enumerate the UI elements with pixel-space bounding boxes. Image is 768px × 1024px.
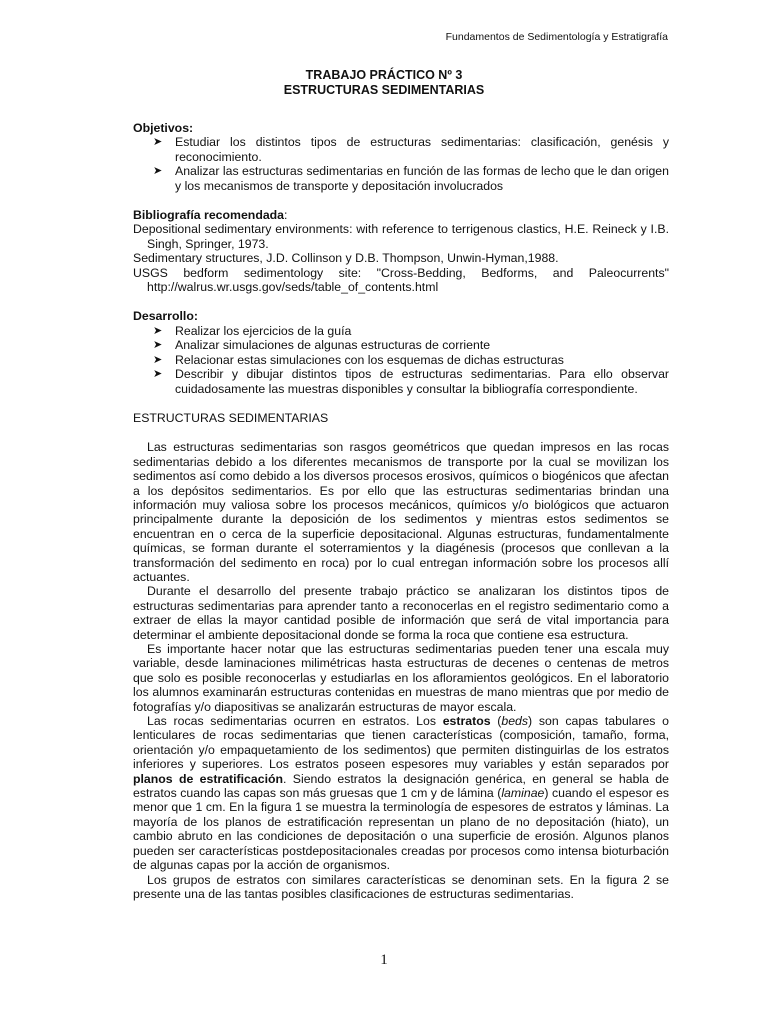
objetivos-item: ➤ Estudiar los distintos tipos de estructuras sedimentarias: clasificación, genésis y reconocimiento. <box>153 135 669 164</box>
body-paragraph: Las estructuras sedimentarias son rasgos geométricos que quedan impresos en las rocas sedimentarias debido a los diferentes mecanismos de transporte por la cual se movilizan los sedimentos así como debido a los diversos procesos erosivos, químicos o biogénicos que afectan a los depósitos sedimentarios. Es por ello que las estructuras sedimentarias brindan una información muy valiosa sobre los procesos mecánicos, químicos y/o biológicos que actuaron principalmente durante la deposición de los sedimentos y mientras estos sedimentos se encuentran en o cerca de la superficie depositacional. Algunas estructuras, fundamentalmente químicas, se forman durante el soterramientos y la diagénesis (procesos que conllevan a la transformación del sedimento en roca) por lo cual entregan información sobre los procesos allí actuantes. <box>133 440 669 584</box>
bibliografia-heading: Bibliografía recomendada: <box>133 208 288 223</box>
term-laminae: laminae <box>501 786 545 801</box>
body-paragraph: Es importante hacer notar que las estructuras sedimentarias pueden tener una escala muy variable, desde laminaciones milimétricas hasta estructuras de decenes o centenas de metros que solo es posible reconocerlas y estudiarlas en los afloramientos geológicos. En el laboratorio los alumnos examinarán estructuras contenidas en muestras de mano mientras que por medio de fotografías y/o diapositivas se analizarán estructuras de mayor escala. <box>133 642 669 714</box>
desarrollo-heading: Desarrollo: <box>133 309 198 324</box>
desarrollo-item: ➤ Realizar los ejercicios de la guía <box>153 323 352 338</box>
desarrollo-item: ➤ Analizar simulaciones de algunas estructuras de corriente <box>153 338 491 353</box>
objetivos-heading: Objetivos: <box>133 121 194 135</box>
bibliography-reference: USGS bedform sedimentology site: "Cross-Bedding, Bedforms, and Paleocurrents" http://walrus.wr.usgs.gov/seds/table_of_contents.html <box>133 265 669 295</box>
section-title: ESTRUCTURAS SEDIMENTARIAS <box>133 410 329 425</box>
title-line-1: TRABAJO PRÁCTICO Nº 3 <box>305 68 463 82</box>
arrow-bullet-icon: ➤ <box>153 353 163 366</box>
body-paragraph: Durante el desarrollo del presente trabajo práctico se analizaran los distintos tipos de estructuras sedimentarias para aprender tanto a reconocerlas en el registro sedimentario como a extraer de ellas la mayor cantidad posible de información que será de vital importancia para determinar el ambiente depositacional donde se forma la roca que contiene esa estructura. <box>133 584 669 642</box>
bibliography-reference: Depositional sedimentary environments: with reference to terrigenous clastics, H.E. Reineck y I.B. Singh, Springer, 1973. <box>133 222 669 251</box>
arrow-bullet-icon: ➤ <box>153 339 163 352</box>
running-header: Fundamentos de Sedimentología y Estratigrafía <box>445 31 668 43</box>
page-number: 1 <box>380 952 388 968</box>
desarrollo-section <box>133 309 669 395</box>
body-paragraph: Las rocas sedimentarias ocurren en estratos. Los estratos (beds) son capas tabulares o lenticulares de rocas sedimentarias que tienen características (composición, tamaño, forma, orientación y/o empaquetamiento de los sedimentos) que permiten distinguirlas de los estratos inferiores y superiores. Los estratos poseen espesores muy variables y están separados por planos de estratificación. Siendo estratos la designación genérica, en general se habla de estratos cuando las capas son más gruesas que 1 cm y de lámina (laminae) cuando el espesor es menor que 1 cm. En la figura 1 se muestra la terminología de espesores de estratos y láminas. La mayoría de los planos de estratificación representan un plano de no depositación (hiato), un cambio abruto en las condiciones de depositación o una superficie de erosión. Algunos planos pueden ser características postdepositacionales creadas por procesos como intensa bioturbación de algunas capas por la acción de organismos. <box>133 714 669 873</box>
objetivos-item: ➤ Analizar las estructuras sedimentarias en función de las formas de lecho que le dan origen y los mecanismos de transporte y depositación involucrados <box>153 164 669 193</box>
document-title <box>0 68 768 98</box>
arrow-bullet-icon: ➤ <box>153 324 163 337</box>
arrow-bullet-icon: ➤ <box>153 136 163 149</box>
arrow-bullet-icon: ➤ <box>153 368 163 381</box>
document-body <box>133 121 669 901</box>
bibliografia-section <box>133 208 669 294</box>
term-estratos: estratos <box>442 714 491 729</box>
desarrollo-item: ➤ Relacionar estas simulaciones con los esquemas de dichas estructuras <box>153 352 564 367</box>
body-paragraph: Los grupos de estratos con similares características se denominan sets. En la figura 2 se presente una de las tantas posibles clasificaciones de estructuras sedimentarias. <box>133 872 669 901</box>
bibliography-reference: Sedimentary structures, J.D. Collinson y D.B. Thompson, Unwin-Hyman,1988. <box>133 251 559 266</box>
term-planos-de-estratificacion: planos de estratificación <box>133 771 284 786</box>
term-beds: beds <box>501 714 529 729</box>
desarrollo-item: ➤ Describir y dibujar distintos tipos de estructuras sedimentarias. Para ello observar cuidadosamente las muestras disponibles y consultar la bibliografía correspondiente. <box>153 367 669 396</box>
title-line-2: ESTRUCTURAS SEDIMENTARIAS <box>283 83 485 97</box>
objetivos-section <box>133 121 669 193</box>
arrow-bullet-icon: ➤ <box>153 165 163 178</box>
